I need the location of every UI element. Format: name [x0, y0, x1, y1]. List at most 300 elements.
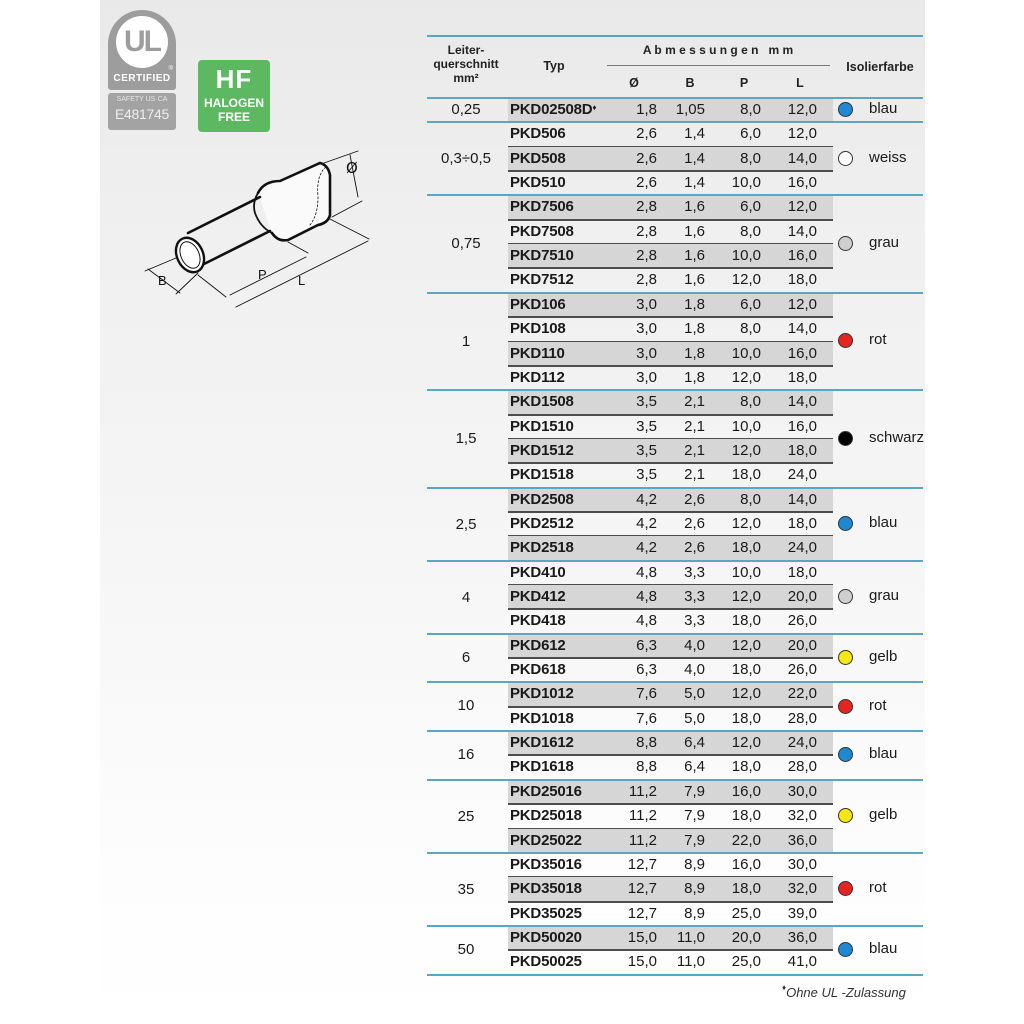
typ-value: PKD1512 — [510, 441, 574, 459]
typ-value: PKD50025 — [510, 953, 582, 971]
cell-typ — [510, 731, 574, 755]
cell-typ — [510, 195, 574, 219]
cell-l: 16,0 — [787, 247, 817, 265]
cell-b: 1,8 — [684, 320, 705, 338]
cell-b: 1,8 — [684, 368, 705, 386]
cell-p: 12,0 — [731, 636, 761, 654]
cell-b: 1,8 — [684, 295, 705, 313]
cell-diameter: 4,8 — [636, 588, 657, 605]
cell-l: 18,0 — [787, 271, 817, 289]
color-swatch-icon — [838, 431, 853, 446]
typ-value: PKD25016 — [510, 782, 582, 800]
cell-p: 10,0 — [731, 563, 761, 581]
cell-l: 16,0 — [787, 174, 817, 192]
cell-l: 14,0 — [787, 149, 817, 167]
cell-p: 8,0 — [740, 101, 761, 118]
cell-l: 26,0 — [787, 661, 817, 679]
cell-b: 1,4 — [684, 174, 705, 192]
typ-value: PKD2508 — [510, 490, 574, 508]
footnote-mark: ♦ — [782, 983, 787, 992]
cell-l: 26,0 — [787, 612, 817, 630]
color-name: schwarz — [869, 428, 925, 446]
group-divider — [427, 779, 923, 781]
header-leiterquerschnitt — [427, 43, 505, 85]
cell-p: 8,0 — [740, 222, 761, 240]
cross-section-value: 16 — [457, 746, 475, 764]
cross-section-value: 10 — [457, 697, 475, 715]
cell-p: 18,0 — [731, 807, 761, 825]
typ-value: PKD110 — [510, 344, 565, 362]
typ-value: PKD7506 — [510, 198, 574, 216]
cell-typ — [510, 439, 574, 463]
cell-p: 25,0 — [731, 953, 761, 971]
typ-value: PKD35025 — [510, 904, 582, 922]
cell-b: 1,8 — [684, 344, 705, 362]
color-swatch-icon — [838, 650, 853, 665]
ferrule-drawing-icon — [140, 145, 380, 310]
cell-p: 12,0 — [731, 588, 761, 605]
cell-typ — [510, 488, 574, 512]
cell-l: 14,0 — [787, 393, 817, 411]
cell-l: 22,0 — [787, 685, 817, 703]
cell-l: 24,0 — [787, 539, 817, 557]
cell-b: 7,9 — [684, 807, 705, 825]
cross-section-value: 6 — [461, 648, 471, 666]
cell-l: 18,0 — [787, 441, 817, 459]
p-label: P — [258, 267, 267, 282]
typ-value: PKD1508 — [510, 393, 574, 411]
insulation-color — [835, 853, 923, 926]
cell-l: 41,0 — [787, 953, 817, 971]
color-swatch-icon — [838, 333, 853, 348]
cell-l: 20,0 — [787, 588, 817, 605]
cell-l: 28,0 — [787, 709, 817, 727]
cross-section-value: 0,75 — [451, 235, 481, 253]
cell-typ — [510, 609, 566, 633]
group-divider — [427, 681, 923, 683]
header-b: B — [685, 76, 695, 90]
cell-b: 11,0 — [676, 928, 705, 946]
typ-value: PKD1612 — [510, 734, 574, 752]
cell-l: 12,0 — [787, 198, 817, 216]
cell-b: 1,6 — [684, 198, 705, 216]
cell-diameter: 12,7 — [627, 855, 657, 873]
hf-caption — [198, 96, 270, 124]
insulation-color — [835, 682, 923, 731]
cell-l: 16,0 — [787, 417, 817, 435]
header-leiter-line1: Leiter- — [447, 43, 485, 57]
cell-l: 39,0 — [787, 904, 817, 922]
footnote-text: Ohne UL -Zulassung — [786, 985, 906, 1000]
typ-value: PKD410 — [510, 563, 566, 581]
typ-value: PKD1518 — [510, 466, 574, 484]
cell-typ — [510, 98, 596, 122]
cell-diameter: 7,6 — [636, 709, 657, 727]
cell-p: 20,0 — [731, 928, 761, 946]
color-name: gelb — [869, 806, 898, 824]
cell-l: 24,0 — [787, 734, 817, 752]
color-name: blau — [869, 514, 898, 532]
cell-b: 7,9 — [684, 831, 705, 849]
cell-b: 3,3 — [684, 563, 705, 581]
cell-p: 8,0 — [740, 490, 761, 508]
cell-l: 32,0 — [787, 880, 817, 898]
typ-value: PKD1510 — [510, 417, 574, 435]
group-divider — [427, 974, 923, 976]
cell-typ — [510, 390, 574, 414]
color-swatch-icon — [838, 747, 853, 762]
cell-typ — [510, 877, 582, 901]
header-abmessungen: A b m e s s u n g e n m m — [642, 43, 794, 57]
cell-l: 28,0 — [787, 758, 817, 776]
cell-typ — [510, 366, 565, 390]
cell-typ — [510, 536, 574, 560]
color-name: blau — [869, 745, 898, 763]
cell-diameter: 6,3 — [636, 661, 657, 679]
footnote — [782, 985, 906, 1000]
typ-value: PKD508 — [510, 149, 566, 167]
cell-b: 7,9 — [684, 782, 705, 800]
ul-safety-text: SAFETY US·CA — [116, 96, 168, 103]
cross-section-value: 1,5 — [455, 430, 477, 448]
color-swatch-icon — [838, 589, 853, 604]
cell-l: 14,0 — [787, 222, 817, 240]
typ-value: PKD506 — [510, 125, 566, 143]
cell-l: 18,0 — [787, 514, 817, 532]
cell-b: 8,9 — [684, 855, 705, 873]
cell-diameter: 2,8 — [636, 271, 657, 289]
cell-p: 12,0 — [731, 685, 761, 703]
color-swatch-icon — [838, 808, 853, 823]
cell-p: 18,0 — [731, 539, 761, 557]
cell-p: 12,0 — [731, 271, 761, 289]
color-swatch-icon — [838, 881, 853, 896]
typ-value: PKD1618 — [510, 758, 574, 776]
cell-b: 6,4 — [684, 734, 705, 752]
cell-b: 2,1 — [684, 417, 705, 435]
header-isolierfarbe: Isolierfarbe — [846, 60, 914, 74]
group-divider — [427, 560, 923, 562]
color-swatch-icon — [838, 516, 853, 531]
color-name: grau — [869, 587, 900, 605]
cell-typ — [510, 804, 582, 828]
l-label: L — [298, 273, 306, 288]
header-typ: Typ — [543, 59, 565, 73]
cell-l: 24,0 — [787, 466, 817, 484]
insulation-color — [835, 122, 923, 195]
color-name: grau — [869, 234, 900, 252]
halogen-free-logo — [198, 60, 270, 132]
typ-value: PKD112 — [510, 368, 565, 386]
cell-l: 18,0 — [787, 368, 817, 386]
cell-diameter: 2,8 — [636, 198, 657, 216]
cell-typ — [510, 950, 582, 974]
cell-diameter: 3,5 — [636, 393, 657, 411]
cell-diameter: 2,8 — [636, 222, 657, 240]
cell-typ — [510, 926, 582, 950]
ul-mark: UL — [116, 16, 168, 68]
cell-typ — [510, 147, 566, 171]
cell-b: 1,6 — [684, 271, 705, 289]
cell-typ — [510, 634, 566, 658]
table-top-rule — [427, 35, 923, 37]
header-leiter-line3: mm² — [453, 71, 479, 85]
cell-b: 1,6 — [684, 222, 705, 240]
typ-value: PKD7512 — [510, 271, 574, 289]
cell-diameter: 3,5 — [636, 441, 657, 459]
cell-b: 11,0 — [676, 953, 705, 971]
b-label: B — [158, 273, 167, 288]
group-divider — [427, 194, 923, 196]
cross-section-value: 0,3÷0,5 — [441, 150, 491, 168]
cell-b: 2,6 — [684, 490, 705, 508]
group-divider — [427, 487, 923, 489]
cross-section-value: 1 — [461, 332, 471, 350]
cell-p: 22,0 — [731, 831, 761, 849]
header-p: P — [739, 76, 749, 90]
cell-l: 12,0 — [787, 295, 817, 313]
color-swatch-icon — [838, 102, 853, 117]
typ-value: PKD35018 — [510, 880, 582, 898]
registered-mark: ® — [168, 66, 173, 72]
cell-diameter: 3,0 — [636, 320, 657, 338]
ul-certified-logo — [108, 10, 176, 130]
cell-diameter: 1,8 — [636, 101, 657, 118]
typ-value: PKD35016 — [510, 855, 582, 873]
cell-p: 12,0 — [731, 441, 761, 459]
cell-diameter: 2,6 — [636, 174, 657, 192]
cell-p: 10,0 — [731, 344, 761, 362]
cell-typ — [510, 707, 574, 731]
color-swatch-icon — [838, 236, 853, 251]
cell-diameter: 8,8 — [636, 734, 657, 752]
cell-p: 6,0 — [740, 198, 761, 216]
color-swatch-icon — [838, 699, 853, 714]
cell-diameter: 7,6 — [636, 685, 657, 703]
cell-typ — [510, 293, 566, 317]
typ-value: PKD1012 — [510, 685, 574, 703]
insulation-color — [835, 780, 923, 853]
cell-b: 3,3 — [684, 612, 705, 630]
color-name: rot — [869, 331, 887, 349]
header-l: L — [796, 76, 804, 90]
cross-section-value: 50 — [457, 940, 475, 958]
cell-typ — [510, 829, 582, 853]
cell-typ — [510, 268, 574, 292]
cell-p: 18,0 — [731, 612, 761, 630]
cell-diameter: 11,2 — [628, 782, 657, 800]
cell-diameter: 2,6 — [636, 125, 657, 143]
typ-value: PKD25022 — [510, 831, 582, 849]
cell-p: 12,0 — [731, 514, 761, 532]
cell-b: 5,0 — [684, 685, 705, 703]
cell-b: 1,05 — [675, 101, 705, 118]
cell-b: 6,4 — [684, 758, 705, 776]
header-leiter-line2: querschnitt — [433, 57, 499, 71]
cell-diameter: 12,7 — [627, 904, 657, 922]
cell-p: 18,0 — [731, 709, 761, 727]
color-swatch-icon — [838, 151, 853, 166]
cell-diameter: 3,5 — [636, 466, 657, 484]
cell-typ — [510, 317, 566, 341]
cell-b: 5,0 — [684, 709, 705, 727]
cell-b: 2,1 — [684, 466, 705, 484]
typ-value: PKD510 — [510, 174, 566, 192]
cell-diameter: 15,0 — [627, 953, 657, 971]
cell-diameter: 11,2 — [628, 807, 657, 825]
color-name: weiss — [869, 148, 907, 166]
cell-l: 36,0 — [787, 928, 817, 946]
group-divider — [427, 852, 923, 854]
insulation-color — [835, 488, 923, 561]
cell-diameter: 15,0 — [627, 928, 657, 946]
cell-typ — [510, 682, 574, 706]
ul-logo-top — [108, 10, 176, 90]
cell-typ — [510, 220, 574, 244]
cell-l: 12,0 — [787, 125, 817, 143]
cell-diameter: 8,8 — [636, 758, 657, 776]
hf-line1: HALOGEN — [204, 96, 264, 110]
insulation-color — [835, 731, 923, 780]
insulation-color — [835, 561, 923, 634]
typ-value: PKD618 — [510, 661, 566, 679]
cell-b: 1,4 — [684, 149, 705, 167]
cell-b: 3,3 — [684, 588, 705, 605]
cell-diameter: 3,5 — [636, 417, 657, 435]
color-name: gelb — [869, 648, 898, 666]
cell-diameter: 2,6 — [636, 149, 657, 167]
hf-line2: FREE — [217, 110, 250, 124]
cell-diameter: 4,2 — [636, 490, 657, 508]
cell-typ — [510, 561, 566, 585]
cell-typ — [510, 244, 574, 268]
cell-b: 4,0 — [684, 661, 705, 679]
cell-b: 8,9 — [684, 880, 705, 898]
cell-l: 12,0 — [787, 101, 817, 118]
typ-value: PKD1018 — [510, 709, 574, 727]
group-divider — [427, 121, 923, 123]
cell-diameter: 6,3 — [636, 636, 657, 654]
cross-section-value: 0,25 — [451, 101, 481, 118]
cell-l: 30,0 — [787, 782, 817, 800]
typ-value: PKD612 — [510, 636, 566, 654]
typ-value: PKD50020 — [510, 928, 582, 946]
cell-p: 8,0 — [740, 149, 761, 167]
typ-value: PKD2518 — [510, 539, 574, 557]
cell-p: 18,0 — [731, 880, 761, 898]
cell-b: 1,4 — [684, 125, 705, 143]
cross-section-value: 2,5 — [455, 515, 477, 533]
cell-l: 14,0 — [787, 490, 817, 508]
cell-diameter: 4,8 — [636, 612, 657, 630]
group-divider — [427, 925, 923, 927]
color-name: blau — [869, 940, 898, 958]
cell-diameter: 4,2 — [636, 514, 657, 532]
insulation-color — [835, 634, 923, 683]
color-name: blau — [869, 100, 898, 118]
cell-p: 10,0 — [731, 174, 761, 192]
typ-value: PKD25018 — [510, 807, 582, 825]
cell-p: 8,0 — [740, 393, 761, 411]
typ-value: PKD418 — [510, 612, 566, 630]
cell-b: 2,6 — [684, 539, 705, 557]
typ-value: PKD106 — [510, 295, 566, 313]
insulation-color — [835, 293, 923, 390]
cell-p: 6,0 — [740, 125, 761, 143]
ul-logo-bottom — [108, 93, 176, 130]
cell-diameter: 3,0 — [636, 344, 657, 362]
cell-b: 2,1 — [684, 393, 705, 411]
cell-p: 25,0 — [731, 904, 761, 922]
cell-p: 18,0 — [731, 661, 761, 679]
header-d: Ø — [629, 76, 639, 90]
group-divider — [427, 292, 923, 294]
cell-typ — [510, 415, 574, 439]
ul-certified-text: CERTIFIED — [113, 73, 171, 84]
color-name: rot — [869, 879, 887, 897]
insulation-color — [835, 390, 923, 487]
cell-p: 16,0 — [731, 855, 761, 873]
cell-typ — [510, 122, 566, 146]
insulation-color — [835, 195, 923, 292]
cell-l: 18,0 — [787, 563, 817, 581]
no-ul-mark: ♦ — [592, 103, 597, 112]
header-bottom-rule — [427, 97, 923, 99]
cell-p: 12,0 — [731, 368, 761, 386]
cell-p: 12,0 — [731, 734, 761, 752]
typ-value: PKD02508D — [510, 101, 593, 118]
cross-section-value: 35 — [457, 880, 475, 898]
cell-l: 20,0 — [787, 636, 817, 654]
cross-section-value: 4 — [461, 588, 471, 606]
cell-typ — [510, 512, 574, 536]
insulation-color — [835, 926, 923, 975]
cell-typ — [510, 171, 566, 195]
cell-b: 2,1 — [684, 441, 705, 459]
cell-diameter: 11,2 — [628, 831, 657, 849]
cell-typ — [510, 853, 582, 877]
cell-typ — [510, 658, 566, 682]
cell-b: 1,6 — [684, 247, 705, 265]
ferrule-diagram — [140, 145, 380, 310]
typ-value: PKD7510 — [510, 247, 574, 265]
cell-p: 10,0 — [731, 247, 761, 265]
cell-b: 2,6 — [684, 514, 705, 532]
header-subrule — [607, 65, 830, 66]
group-divider — [427, 730, 923, 732]
cell-p: 10,0 — [731, 417, 761, 435]
cell-diameter: 12,7 — [627, 880, 657, 898]
cell-diameter: 2,8 — [636, 247, 657, 265]
cell-diameter: 4,8 — [636, 563, 657, 581]
cell-typ — [510, 463, 574, 487]
cell-l: 30,0 — [787, 855, 817, 873]
color-swatch-icon — [838, 942, 853, 957]
typ-value: PKD7508 — [510, 222, 574, 240]
cell-l: 32,0 — [787, 807, 817, 825]
cell-typ — [510, 755, 574, 779]
cell-b: 8,9 — [684, 904, 705, 922]
cell-typ — [510, 342, 565, 366]
cell-p: 8,0 — [740, 320, 761, 338]
diameter-label: Ø — [346, 159, 358, 177]
typ-value: PKD108 — [510, 320, 566, 338]
cell-l: 16,0 — [787, 344, 817, 362]
cell-p: 18,0 — [731, 758, 761, 776]
cell-typ — [510, 780, 582, 804]
cell-l: 36,0 — [787, 831, 817, 849]
cross-section-value: 25 — [457, 807, 475, 825]
